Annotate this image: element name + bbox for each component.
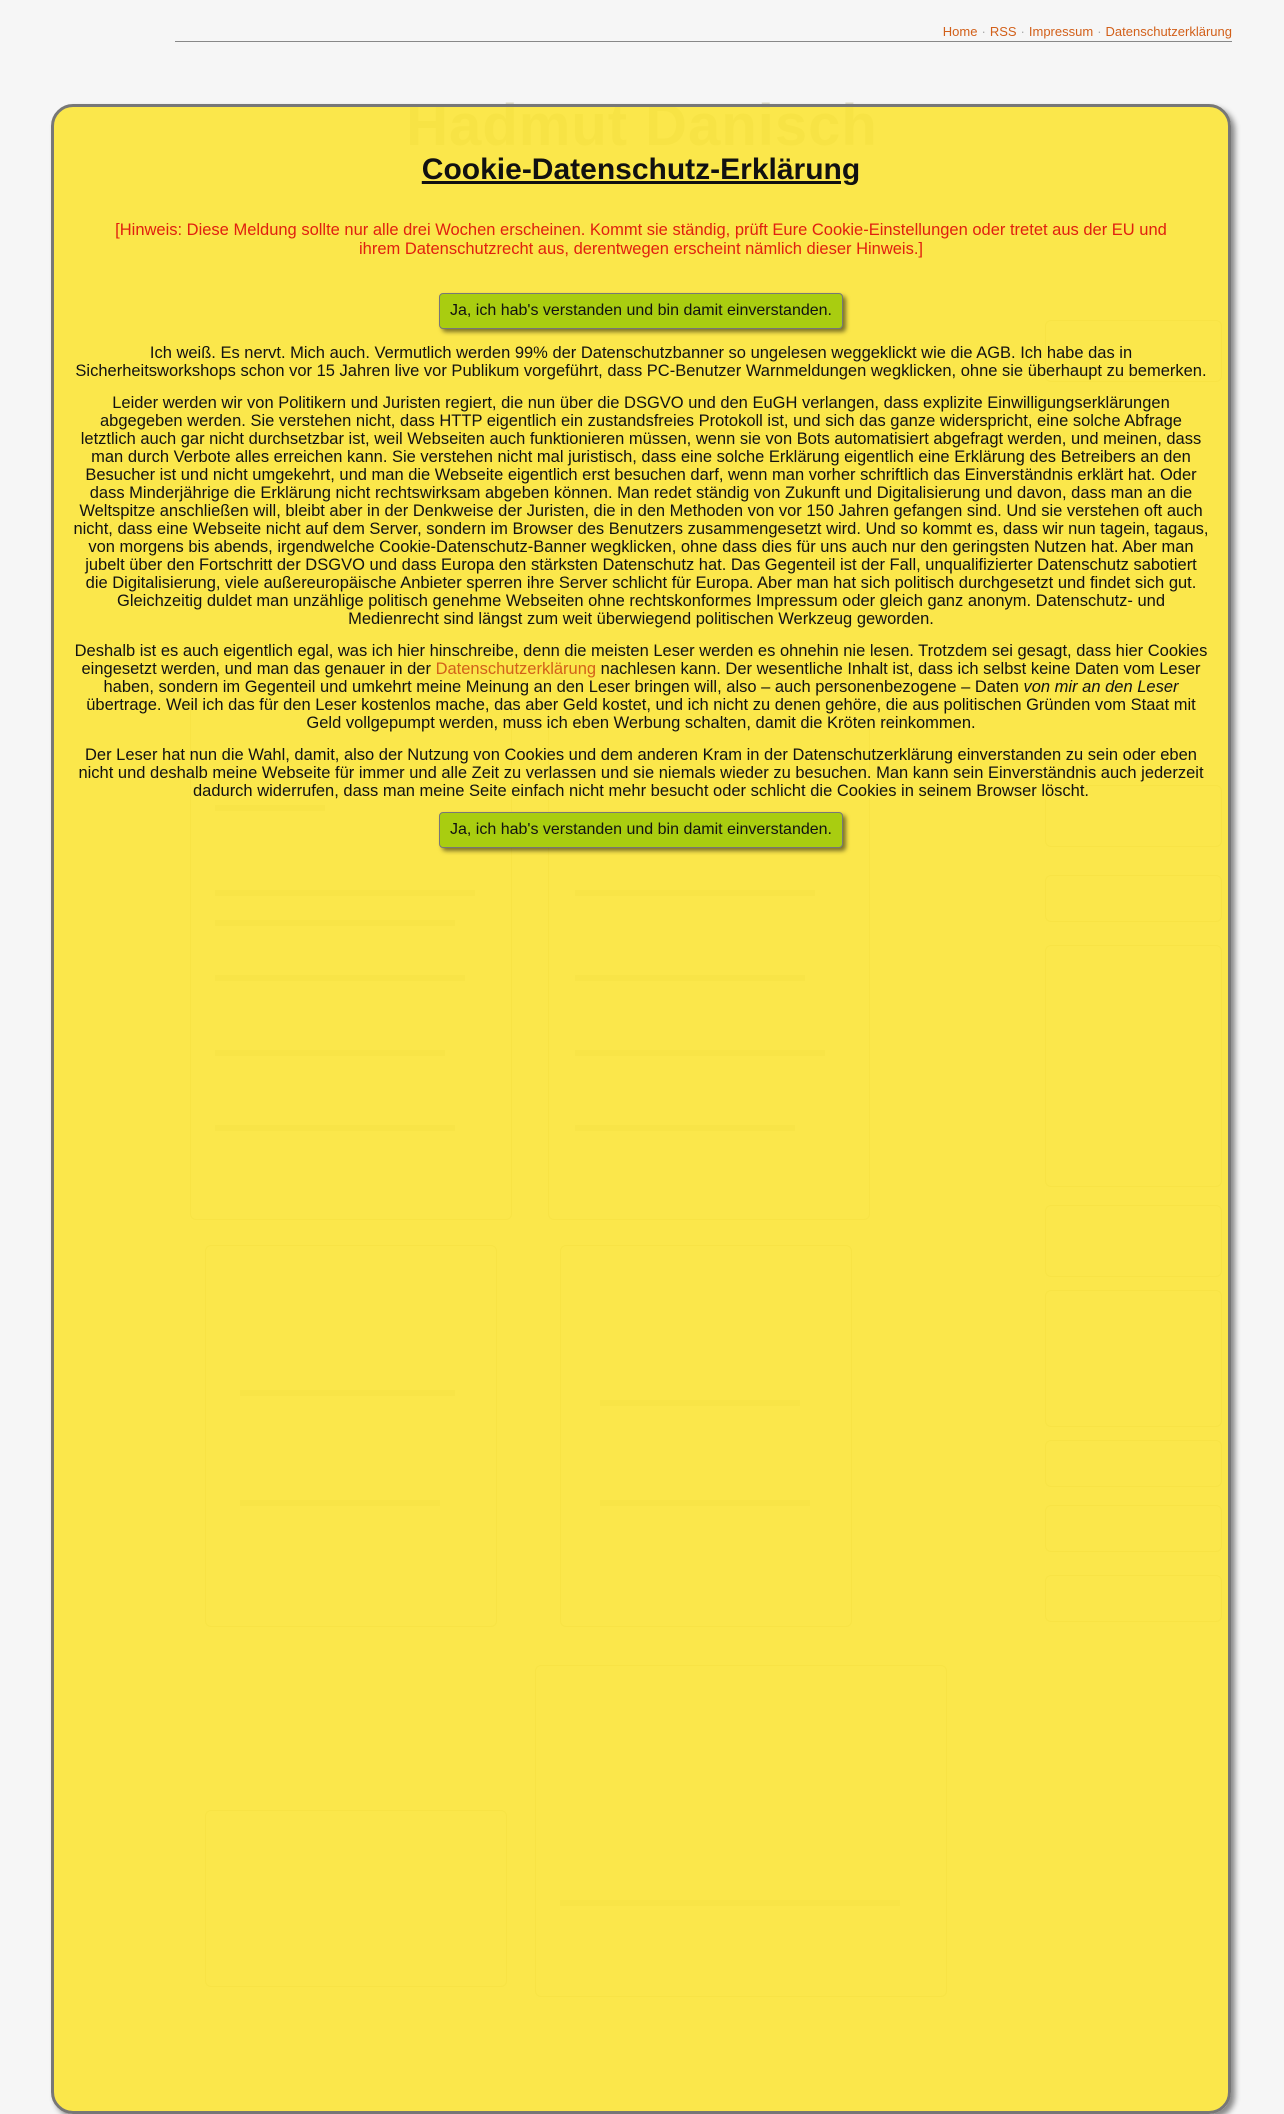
nav-home-link[interactable]: Home (942, 24, 978, 39)
nav-separator: · (981, 24, 986, 39)
cookie-text-paragraph-1: Ich weiß. Es nervt. Mich auch. Vermutlich werden 99% der Datenschutzbanner so ungelesen weggeklickt wie die AGB. Ich habe das in Sicherheitsworkshops schon vor 15 Jahren live vor Publikum vorgeführt, dass PC-Benutzer Warnmeldungen wegklicken, ohne sie überhaupt zu bemerken. (75, 344, 1207, 380)
cookie-text-paragraph-4: Der Leser hat nun die Wahl, damit, also der Nutzung von Cookies und dem anderen Kram in der Datenschutzerklärung einverstanden zu sein oder eben nicht und deshalb meine Webseite für immer und alle Zeit zu verlassen und sie niemals wieder zu besuchen. Man kann sein Einverständnis auch jederzeit dadurch widerrufen, dass man meine Seite einfach nicht mehr besucht oder schlicht die Cookies in seinem Browser löscht. (78, 746, 1204, 800)
top-navigation (943, 24, 1232, 39)
paragraph-text: nachlesen kann. Der wesentliche Inhalt ist, dass ich selbst keine Daten vom Leser haben, sondern im Gegenteil und umkehrt meine Meinung an den Leser bringen will, also – auch personenbezogene – Daten (103, 660, 1201, 696)
nav-datenschutz-link[interactable]: Datenschutzerklärung (1105, 24, 1232, 39)
cookie-notice-hint: [Hinweis: Diese Meldung sollte nur alle drei Wochen erscheinen. Kommt sie ständig, prüft Eure Cookie-Einstellungen oder tretet aus der EU und ihrem Datenschutzrecht aus, derentwegen erscheint nämlich dieser Hinweis.] (115, 221, 1167, 258)
cookie-text-paragraph-3 (72, 642, 1210, 732)
nav-separator: · (1020, 24, 1025, 39)
paragraph-text: übertrage. Weil ich das für den Leser kostenlos mache, das aber Geld kostet, und ich nicht zu denen gehöre, die aus politischen Gründen vom Staat mit Geld vollgepumpt werden, muss ich eben Werbung schalten, damit die Kröten reinkommen. (86, 696, 1196, 732)
cookie-consent-content (72, 153, 1210, 848)
accept-cookies-button-bottom[interactable]: Ja, ich hab's verstanden und bin damit einverstanden. (439, 812, 843, 848)
cookie-consent-overlay (51, 104, 1231, 2114)
accept-cookies-button[interactable]: Ja, ich hab's verstanden und bin damit einverstanden. (439, 293, 843, 329)
cookie-consent-title: Cookie-Datenschutz-Erklärung (421, 153, 861, 186)
nav-rss-link[interactable]: RSS (989, 24, 1017, 39)
nav-separator: · (1097, 24, 1102, 39)
nav-impressum-link[interactable]: Impressum (1028, 24, 1094, 39)
datenschutzerklaerung-link[interactable]: Datenschutzerklärung (435, 660, 597, 678)
header-divider (175, 41, 1232, 42)
paragraph-text: Deshalb ist es auch eigentlich egal, was ich hier hinschreibe, denn die meisten Leser werden es ohnehin nie lesen. Trotzdem sei gesagt, dass hier Cookies eingesetzt werden, und man das genauer in der (74, 642, 1208, 678)
cookie-text-paragraph-2: Leider werden wir von Politikern und Juristen regiert, die nun über die DSGVO und den EuGH verlangen, dass explizite Einwilligungserklärungen abgegeben werden. Sie verstehen nicht, dass HTTP eigentlich ein zustandsfreies Protokoll ist, und sich das ganze widerspricht, eine solche Abfrage letztlich auch gar nicht durchsetzbar ist, weil Webseiten auch funktionieren müssen, wenn sie von Bots automatisiert abgefragt werden, und meinen, dass man durch Verbote alles erreichen kann. Sie verstehen nicht mal juristisch, dass eine solche Erklärung eigentlich eine Erklärung des Betreibers an den Besucher ist und nicht umgekehrt, und man die Webseite eigentlich erst besuchen darf, wenn man vorher schriftlich das Einverständnis erklärt hat. Oder dass Minderjährige die Erklärung nicht rechtswirksam abgeben können. Man redet ständig von Zukunft und Digitalisierung und davon, dass man an die Weltspitze anschließen will, bleibt aber in der Denkweise der Juristen, die in den Methoden von vor 150 Jahren gefangen sind. Und sie verstehen oft auch nicht, dass eine Webseite nicht auf dem Server, sondern im Browser des Benutzers zusammengesetzt wird. Und so kommt es, dass wir nun tagein, tagaus, von morgens bis abends, irgendwelche Cookie-Datenschutz-Banner wegklicken, ohne dass dies für uns auch nur den geringsten Nutzen hat. Aber man jubelt über den Fortschritt der DSGVO und dass Europa den stärksten Datenschutz hat. Das Gegenteil ist der Fall, unqualifizierter Datenschutz sabotiert die Digitalisierung, viele außereuropäische Anbieter sperren ihre Server schlicht für Europa. Aber man hat sich politisch durchgesetzt und findet sich gut. Gleichzeitig duldet man unzählige politisch genehme Webseiten ohne rechtskonformes Impressum oder gleich ganz anonym. Datenschutz- und Medienrecht sind längst zum weit überwiegend politischen Werkzeug geworden. (73, 394, 1209, 628)
paragraph-emphasis: von mir an den Leser (1023, 678, 1179, 696)
